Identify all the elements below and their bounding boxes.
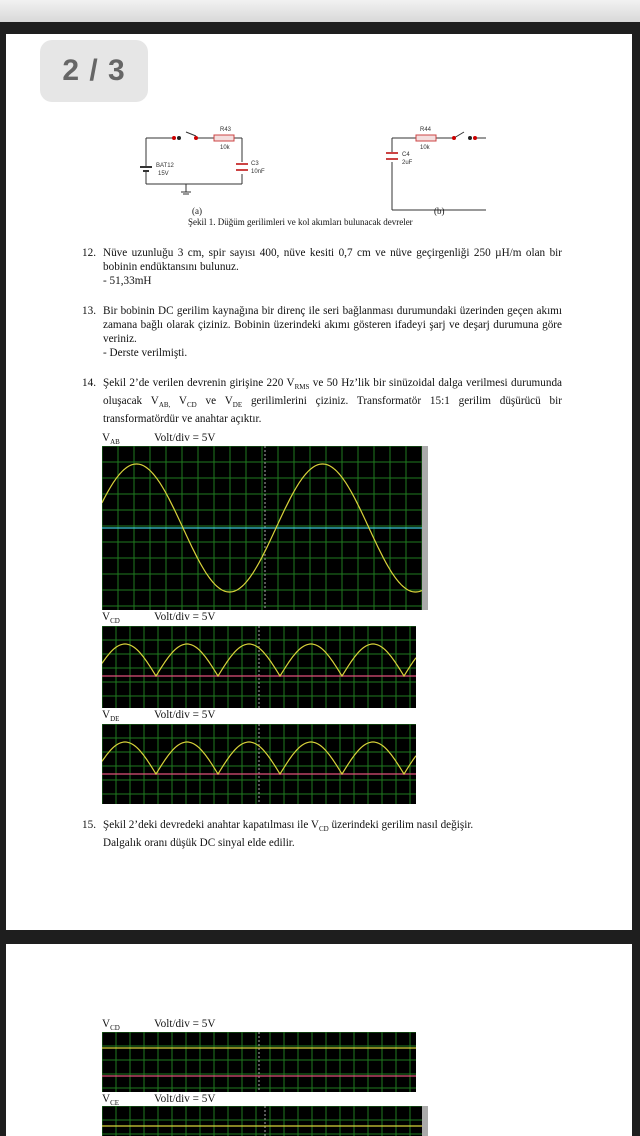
scope-vcd [102, 626, 416, 708]
question-12 [82, 246, 562, 288]
circuit-b [386, 132, 486, 210]
question-13 [82, 304, 562, 360]
question-number: 12. [82, 247, 96, 259]
figure-1-caption: Şekil 1. Düğüm gerilimleri ve kol akımları bulunacak devreler [188, 217, 413, 227]
scope-vcd2-scale: Volt/div = 5V [154, 1018, 216, 1030]
bat12-label: BAT12 [156, 163, 174, 169]
r43-value: 10k [220, 145, 230, 151]
r44-value: 10k [420, 145, 430, 151]
scope-vde-label: $V_{DE}$ [102, 709, 120, 724]
bat12-value: 15V [158, 171, 169, 177]
circuit-a-label: (a) [192, 206, 202, 216]
question-answer: - 51,33mH [103, 275, 152, 287]
figure-1-circuits [116, 122, 486, 212]
scope-vde [102, 724, 416, 804]
c3-value: 10nF [251, 169, 265, 175]
document-page-2 [6, 34, 632, 930]
question-answer: Dalgalık oranı düşük DC sinyal elde edilir. [103, 837, 295, 850]
question-text: Şekil 2’de verilen devrenin girişine 220 $V_{RMS}$ ve 50 Hz’lik bir sinüzoidal dalga verilmesi durumunda oluşacak $V_{AB,}$ $V_{CD}$ ve $V_{DE}$ gerilimlerini çiziniz. Transformatör 15:1 gerilim düşürücü bir transformatördür ve anahtar açıktır. [103, 377, 562, 426]
question-number: 14. [82, 377, 96, 389]
question-number: 13. [82, 305, 96, 317]
scope-vcd-label: $V_{CD}$ [102, 611, 120, 626]
scope-vab-scale: Volt/div = 5V [154, 432, 216, 444]
question-number: 15. [82, 819, 96, 831]
r43-label: R43 [220, 127, 232, 133]
scope-grid [102, 1032, 416, 1092]
scope-vde-scale: Volt/div = 5V [154, 709, 216, 721]
scope-vcd2-label: $V_{CD}$ [102, 1018, 120, 1033]
scope-vab-label: $V_{AB}$ [102, 432, 120, 447]
scope-vce [102, 1106, 428, 1136]
question-text: Şekil 2’deki devredeki anahtar kapatılması ile $V_{CD}$ üzerindeki gerilim nasıl değişir. [103, 819, 474, 834]
question-14 [82, 376, 562, 426]
question-answer: - Derste verilmişti. [103, 347, 188, 359]
c4-label: C4 [402, 152, 410, 158]
scope-vab [102, 446, 428, 610]
scope-vcd2 [102, 1032, 416, 1092]
question-text: Bir bobinin DC gerilim kaynağına bir direnç ile seri bağlanması durumundaki üzerinden geçen akımı zamana bağlı olarak çiziniz. Bobinin üzerindeki akımı gösteren ifadeyi şarj ve deşarj durumuna göre veriniz. [103, 305, 562, 345]
question-text: Nüve uzunluğu 3 cm, spir sayısı 400, nüve kesiti 0,7 cm ve nüve geçirgenliği 250 µH/m olan bir bobinin endüktansını bulunuz. [103, 247, 562, 273]
scope-vce-scale: Volt/div = 5V [154, 1093, 216, 1105]
document-page-3 [6, 944, 632, 1136]
c3-label: C3 [251, 161, 259, 167]
r44-label: R44 [420, 127, 432, 133]
scope-vce-label: $V_{CE}$ [102, 1093, 120, 1108]
c4-value: 2uF [402, 160, 413, 166]
question-15 [82, 818, 562, 850]
scope-grid [102, 626, 416, 708]
circuit-b-label: (b) [434, 206, 445, 216]
page-indicator: 2 / 3 [40, 40, 148, 102]
scope-grid [102, 1106, 428, 1136]
viewer-top-bar [0, 0, 640, 22]
scope-vcd-scale: Volt/div = 5V [154, 611, 216, 623]
